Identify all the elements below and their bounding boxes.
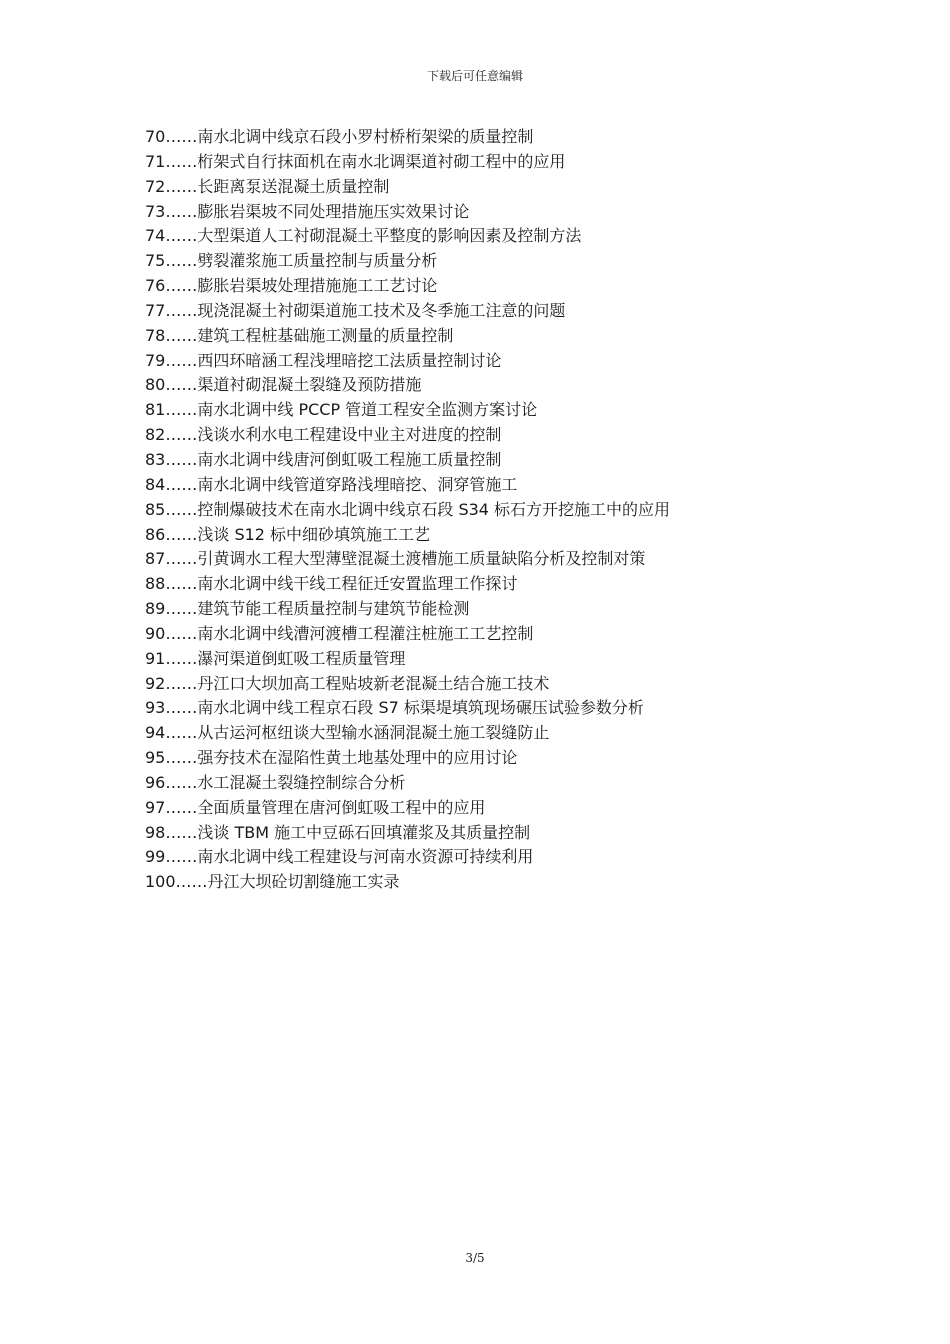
toc-item-72: 72……长距离泵送混凝土质量控制 (145, 176, 390, 196)
toc-item-77: 77……现浇混凝土衬砌渠道施工技术及冬季施工注意的问题 (145, 300, 566, 320)
toc-item-79: 79……西四环暗涵工程浅埋暗挖工法质量控制讨论 (145, 350, 502, 370)
toc-item-76: 76……膨胀岩渠坡处理措施施工工艺讨论 (145, 276, 438, 296)
toc-item-75: 75……劈裂灌浆施工质量控制与质量分析 (145, 251, 438, 271)
toc-item-100: 100……丹江大坝砼切割缝施工实录 (145, 872, 400, 892)
toc-item-96: 96……水工混凝土裂缝控制综合分析 (145, 772, 406, 792)
toc-item-95: 95……强夯技术在湿陷性黄土地基处理中的应用讨论 (145, 748, 518, 768)
toc-item-86: 86……浅谈 S12 标中细砂填筑施工工艺 (145, 524, 431, 544)
toc-item-93: 93……南水北调中线工程京石段 S7 标渠堤填筑现场碾压试验参数分析 (145, 698, 644, 718)
toc-item-85: 85……控制爆破技术在南水北调中线京石段 S34 标石方开挖施工中的应用 (145, 499, 671, 519)
toc-item-82: 82……浅谈水利水电工程建设中业主对进度的控制 (145, 425, 502, 445)
toc-item-78: 78……建筑工程桩基础施工测量的质量控制 (145, 325, 454, 345)
page-number: 3/5 (465, 1251, 485, 1265)
toc-item-90: 90……南水北调中线漕河渡槽工程灌注桩施工工艺控制 (145, 623, 534, 643)
toc-item-80: 80……渠道衬砌混凝土裂缝及预防措施 (145, 375, 422, 395)
toc-item-94: 94……从古运河枢纽谈大型输水涵洞混凝土施工裂缝防止 (145, 723, 550, 743)
toc-item-91: 91……瀑河渠道倒虹吸工程质量管理 (145, 648, 406, 668)
toc-item-81: 81……南水北调中线 PCCP 管道工程安全监测方案讨论 (145, 400, 538, 420)
toc-item-70: 70……南水北调中线京石段小罗村桥桁架梁的质量控制 (145, 127, 534, 146)
toc-item-83: 83……南水北调中线唐河倒虹吸工程施工质量控制 (145, 449, 502, 469)
toc-item-99: 99……南水北调中线工程建设与河南水资源可持续利用 (145, 847, 534, 867)
toc-item-97: 97……全面质量管理在唐河倒虹吸工程中的应用 (145, 797, 486, 817)
toc-item-87: 87……引黄调水工程大型薄壁混凝土渡槽施工质量缺陷分析及控制对策 (145, 549, 646, 569)
toc-item-88: 88……南水北调中线干线工程征迁安置监理工作探讨 (145, 574, 518, 594)
toc-item-92: 92……丹江口大坝加高工程贴坡新老混凝土结合施工技术 (145, 673, 550, 693)
toc-item-89: 89……建筑节能工程质量控制与建筑节能检测 (145, 599, 470, 619)
toc-item-84: 84……南水北调中线管道穿路浅埋暗挖、洞穿管施工 (145, 474, 518, 494)
toc-item-98: 98……浅谈 TBM 施工中豆砾石回填灌浆及其质量控制 (145, 822, 531, 842)
toc-item-71: 71……桁架式自行抹面机在南水北调渠道衬砌工程中的应用 (145, 151, 566, 171)
toc-item-74: 74……大型渠道人工衬砌混凝土平整度的影响因素及控制方法 (145, 226, 582, 246)
page-header: 下载后可任意编辑 (426, 69, 523, 83)
toc-list (145, 125, 845, 895)
toc-item-73: 73……膨胀岩渠坡不同处理措施压实效果讨论 (145, 201, 470, 221)
